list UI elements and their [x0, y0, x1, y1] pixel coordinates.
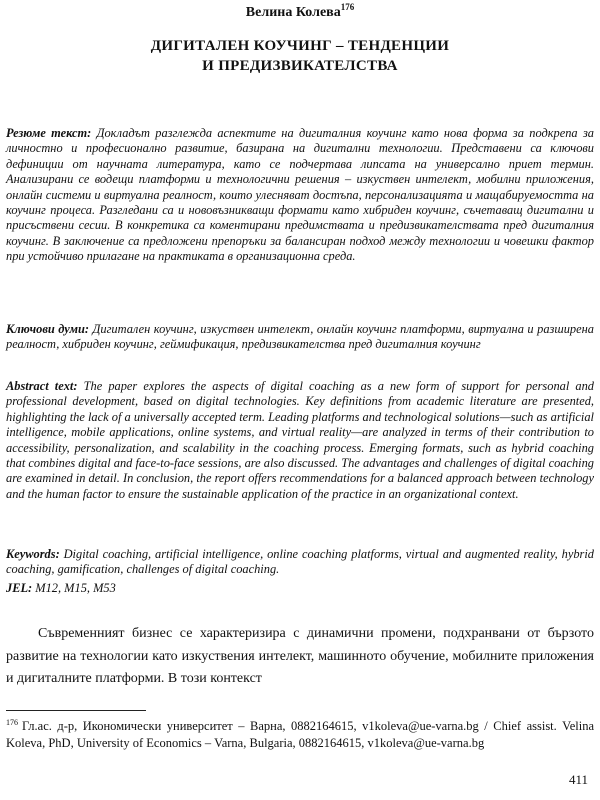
jel-text: M12, M15, M53 — [35, 581, 116, 595]
english-abstract-label: Abstract text: — [6, 379, 78, 393]
footnote — [6, 714, 594, 752]
bulgarian-keywords-text: Дигитален коучинг, изкуствен интелект, онлайн коучинг платформи, виртуална и разширена реалност, хибриден коучинг, геймификация, предизвикателства пред дигиталния коучинг — [6, 322, 594, 352]
jel-codes — [6, 581, 594, 596]
english-keywords-text: Digital coaching, artificial intelligence, online coaching platforms, virtual and augmented reality, hybrid coaching, gamification, challenges of digital coaching. — [6, 547, 594, 577]
english-abstract-text: The paper explores the aspects of digital coaching as a new form of support for personal and professional development, based on digital technologies. Key definitions from academic literature are presented, highlighting the lack of a universally accepted term. Leading platforms and technological solutions—such as artificial intelligence, mobile applications, online systems, and virtual reality—are analyzed in terms of their contribution to accessibility, personalization, and scalability in the coaching process. Emerging formats, such as hybrid coaching that combines digital and face-to-face sessions, are also discussed. The advantages and challenges of digital coaching are examined in detail. In conclusion, the report offers recommendations for a balanced approach between technology and the human factor to ensure the sustainable application of the practice in an organizational context. — [6, 379, 594, 501]
english-keywords — [6, 547, 594, 578]
bulgarian-keywords — [6, 322, 594, 353]
bulgarian-abstract-label: Резюме текст: — [6, 126, 92, 140]
author-line — [0, 2, 600, 21]
footnote-text: Гл.ас. д-р, Икономически университет – Варна, 0882164615, v1koleva@ue-varna.bg / Chief assist. Velina Koleva, PhD, University of Economics – Varna, Bulgaria, 0882164615, v1koleva@ue-varna.bg — [6, 719, 594, 750]
author-footnote-mark: 176 — [340, 2, 355, 12]
english-keywords-label: Keywords: — [6, 547, 60, 561]
english-abstract — [6, 379, 594, 502]
author-name: Велина Колева — [245, 5, 341, 20]
footnote-mark: 176 — [6, 718, 18, 727]
footnote-divider — [6, 710, 146, 711]
title-line-1: ДИГИТАЛЕН КОУЧИНГ – ТЕНДЕНЦИИ — [150, 38, 450, 54]
bulgarian-abstract-text: Докладът разглежда аспектите на дигиталния коучинг като нова форма за подкрепа за личностно и професионално развитие, базирана на дигитални технологии. Представени са ключови дефиниции от научната литература, като се подчертава липсата на универсално приет термин. Анализирани се водещи платформи и технологични решения – изкуствен интелект, мобилни приложения, онлайн системи и виртуална реалност, които улесняват достъпа, персонализацията и мащабируемостта на коучинг процеса. Разгледани са и нововъзникващи формати като хибриден коучинг, съчетаващ дигитални и присъствени сесии. В конкретика са коментирани предимствата и предизвикателствата пред дигиталния коучинг. В заключение са предложени препоръки за балансиран подход между технологии и човешки фактор при устойчиво прилагане на практиката в организационна среда. — [6, 126, 594, 264]
body-paragraph: Съвременният бизнес се характеризира с динамични промени, подхранвани от бързото развитие на технологии като изкуствения интелект, машинното обучение, мобилните приложения и дигиталните платформи. В този контекст — [6, 626, 594, 686]
bulgarian-keywords-label: Ключови думи: — [6, 322, 89, 336]
paper-title — [0, 36, 600, 76]
bulgarian-abstract — [6, 126, 594, 265]
jel-label: JEL: — [6, 581, 33, 595]
page-number: 411 — [568, 772, 588, 787]
title-line-2: И ПРЕДИЗВИКАТЕЛСТВА — [202, 58, 398, 74]
